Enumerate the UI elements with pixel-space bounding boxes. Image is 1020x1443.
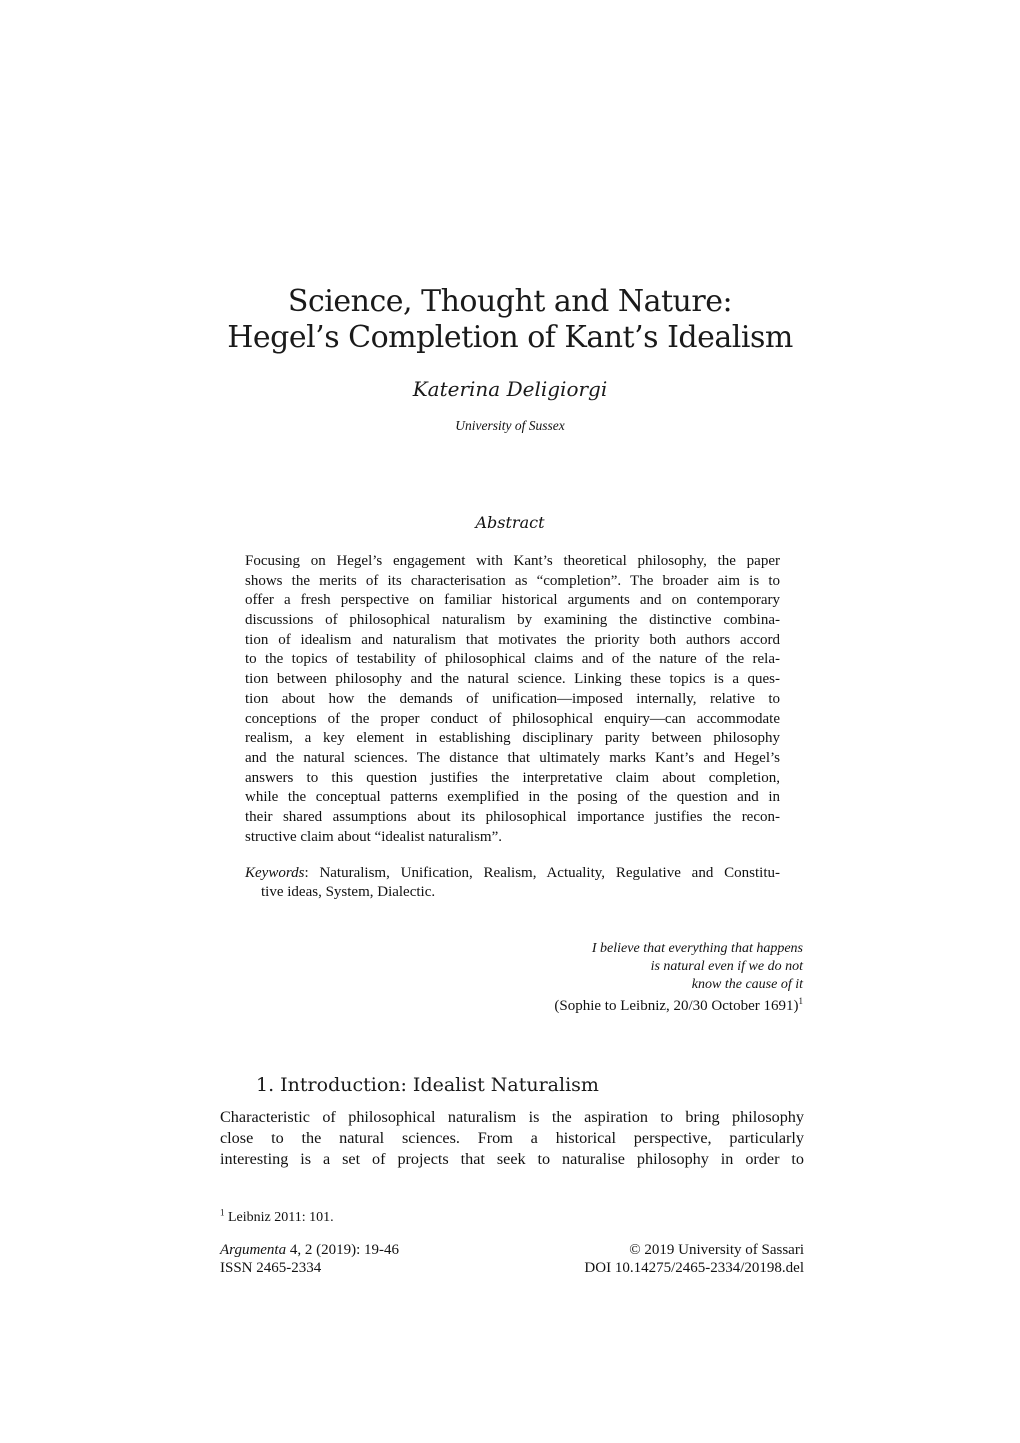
body-line: interesting is a set of projects that seek to naturalise philosophy in order to (220, 1150, 804, 1168)
epigraph (554, 940, 803, 1015)
abstract-line: conceptions of the proper conduct of philosophical enquiry—can accommodate (245, 710, 780, 727)
epigraph-source-text: (Sophie to Leibniz, 20/30 October 1691) (554, 998, 799, 1014)
abstract-line: structive claim about “idealist naturalism”. (245, 828, 502, 845)
abstract-line: shows the merits of its characterisation as “completion”. The broader aim is to (245, 572, 780, 589)
keywords (245, 864, 780, 902)
keywords-label: Keywords (245, 865, 305, 881)
keywords-line2: tive ideas, System, Dialectic. (261, 884, 436, 900)
journal-citation (220, 1241, 399, 1260)
author-affiliation: University of Sussex (455, 418, 565, 433)
abstract-line: discussions of philosophical naturalism by examining the distinctive combina- (245, 612, 780, 629)
abstract-line: tion between philosophy and the natural science. Linking these topics is a ques- (245, 671, 780, 688)
abstract-line: Focusing on Hegel’s engagement with Kant’s theoretical philosophy, the paper (245, 553, 780, 569)
journal-name: Argumenta (220, 1242, 287, 1258)
footnote (220, 1207, 334, 1226)
abstract-line: answers to this question justifies the interpretative claim about completion, (245, 769, 780, 786)
section-heading: 1. Introduction: Idealist Naturalism (256, 1074, 599, 1096)
abstract-line: offer a fresh perspective on familiar historical arguments and on contemporary (245, 592, 780, 609)
body-line: Characteristic of philosophical naturalism is the aspiration to bring philosophy (220, 1108, 804, 1126)
section-body (220, 1107, 804, 1170)
doi[interactable]: DOI 10.14275/2465-2334/20198.del (584, 1260, 804, 1276)
abstract-line: their shared assumptions about its philosophical importance justifies the recon- (245, 808, 780, 825)
copyright: © 2019 University of Sassari (629, 1242, 804, 1258)
footnote-mark: 1 (220, 1207, 225, 1218)
keywords-list: : Naturalism, Unification, Realism, Actuality, Regulative and Constitu- (304, 865, 780, 881)
abstract-body (245, 552, 780, 847)
abstract-line: while the conceptual patterns exemplified in the posing of the question and in (245, 789, 780, 806)
paper-title-line1: Science, Thought and Nature: (287, 284, 733, 319)
keywords-line1 (245, 864, 780, 883)
footnote-reference[interactable]: 1 (798, 996, 803, 1006)
issn: ISSN 2465-2334 (220, 1260, 322, 1276)
abstract-line: realism, a key element in establishing disciplinary parity between philosophy (245, 730, 780, 747)
abstract-line: to the topics of testability of philosophical claims and of the nature of the rela- (245, 651, 780, 668)
epigraph-quote-line: I believe that everything that happens (591, 941, 803, 956)
abstract-line: tion of idealism and naturalism that motivates the priority both authors accord (245, 631, 780, 648)
epigraph-quote-line: is natural even if we do not (650, 959, 803, 974)
author-name: Katerina Deligiorgi (412, 377, 608, 401)
body-line: close to the natural sciences. From a historical perspective, particularly (220, 1129, 804, 1147)
epigraph-source (554, 997, 803, 1015)
journal-issue: 4, 2 (2019): 19-46 (289, 1242, 400, 1258)
epigraph-quote-line: know the cause of it (691, 977, 803, 992)
abstract-line: tion about how the demands of unification—imposed internally, relative to (245, 690, 780, 707)
abstract-heading: Abstract (475, 513, 545, 532)
abstract-line: and the natural sciences. The distance that ultimately marks Kant’s and Hegel’s (245, 749, 780, 766)
paper-title-line2: Hegel’s Completion of Kant’s Idealism (227, 320, 793, 355)
footnote-text: Leibniz 2011: 101. (228, 1210, 334, 1225)
